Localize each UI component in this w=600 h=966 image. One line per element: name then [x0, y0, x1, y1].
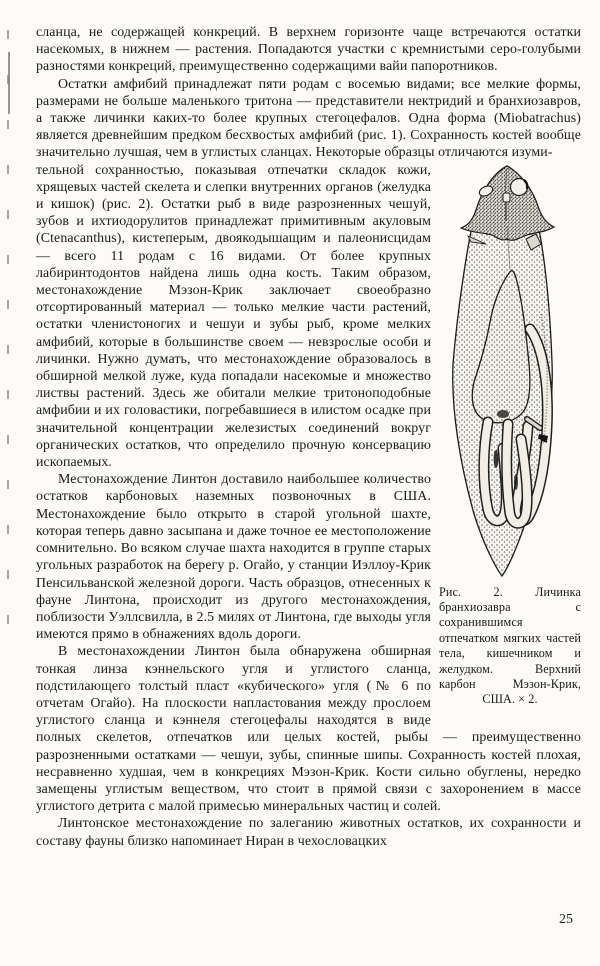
paragraph-2-lead: Остатки амфибий принадлежат пяти родам с восемью видами; все мелкие формы, размерами не больше маленького тритона — представители нектридий и бранхиозавров, а также личинки каких-то более крупных стегоцефалов. Одна форма (Miobatrachus) является древнейшим предком бесхвостых амфибий (рис. 1). Сохранность костей вообще значительно лучшая, чем в углистых сланцах. Некоторые образцы отличаются изуми-	[36, 76, 581, 161]
paragraph-4: В местонахождении Линтон была обнаружена обширная тонкая линза кэннельского угля и углистого сланца, подстилающего толстый пласт «кубического» угля (№ 6 по отчетам Огайо). На плоскости напластования между прослоем углистого сланца и кэннеля стегоцефалы находятся в виде полных скелетов, отпечатков или целых костей, рыбы — преимущественно разрозненными остатками — чешуи, зубы, спинные шипы. Сохранность костей плохая, несравненно худшая, чем в конкрециях Мэзон-Крик. Кости сильно обуглены, нередко замещены углистым веществом, что стоит в прямой связи с захоронением в массе углистого детрита с малой примесью минеральных частиц и солей.	[36, 644, 581, 815]
branchiosaur-larva-illustration	[446, 164, 574, 582]
paragraph-3: Местонахождение Линтон доставило наибольшее количество остатков карбоновых наземных позвоночных в США. Местонахождение было открыто в старой угольной шахте, которая теперь давно засыпана и даже точное ее местоположение сомнительно. Во всяком случае шахта находится в группе старых угольных разработок на берегу р. Огайо, у станции Иэллоу-Крик Пенсильванской железной дороги. Часть образцов, отнесенных к фауне Линтона, происходит из другого местонахождения, поблизости Уэллсвилла, в 2.5 милях от Линтона, где выходы угля имеются прямо в обнажениях вдоль дороги.	[36, 472, 431, 643]
scan-margin-marks	[7, 30, 9, 630]
page-text	[36, 24, 581, 850]
scan-margin-line	[8, 52, 10, 114]
paragraph-1: сланца, не содержащей конкреций. В верхнем горизонте чаще встречаются остатки насекомых, в нижнем — растения. Попадаются участки с кремнистыми серо-голубыми разностями конкреций, преимущественно содержащими вайи папоротников.	[36, 25, 581, 75]
page-number: 25	[559, 912, 573, 927]
paragraph-5: Линтонское местонахождение по залеганию животных остатков, их сохранности и составу фауны близко напоминает Ниран в чехословацких	[36, 816, 581, 849]
figure-2	[439, 164, 581, 708]
figure-caption: Рис. 2. Личинка бранхиозавра с сохранившимся отпечатком мягких частей тела, кишечником и желудком. Верхний карбон Мэзон-Крик, США. × 2.	[439, 584, 581, 707]
paragraph-2-continuation: тельной сохранностью, показывая отпечатки складок кожи, хрящевых частей скелета и слепки внутренних органов (желудка и кишок) (рис. 2). Остатки рыб в виде разрозненных чешуй, зубов и ихтиодорулитов принадлежат примитивным акуловым (Ctenacanthus), кистеперым, двоякодышащим и палеонисцидам — всего 11 родам с 16 видами. От более крупных лабиринтодонтов найдена лишь одна кость. Таким образом, местонахождение Мэзон-Крик заключает своеобразно отсортированный материал — только мелкие части растений, остатки членистоногих и чешуи и зубы рыб, кроме мелких амфибий, которые в большинстве своем — невзрослые особи и личинки. Нужно думать, что местонахождение образовалось в обширной мелкой луже, куда попадали насекомые и множество листвы растений. Здесь же обитали мелкие тритоноподобные амфибии и их головастики, погребавшиеся в илистом осадке при значительной концентрации железистых соединений вокруг органических остатков, что определило прочную консервацию ископаемых.	[36, 162, 431, 471]
